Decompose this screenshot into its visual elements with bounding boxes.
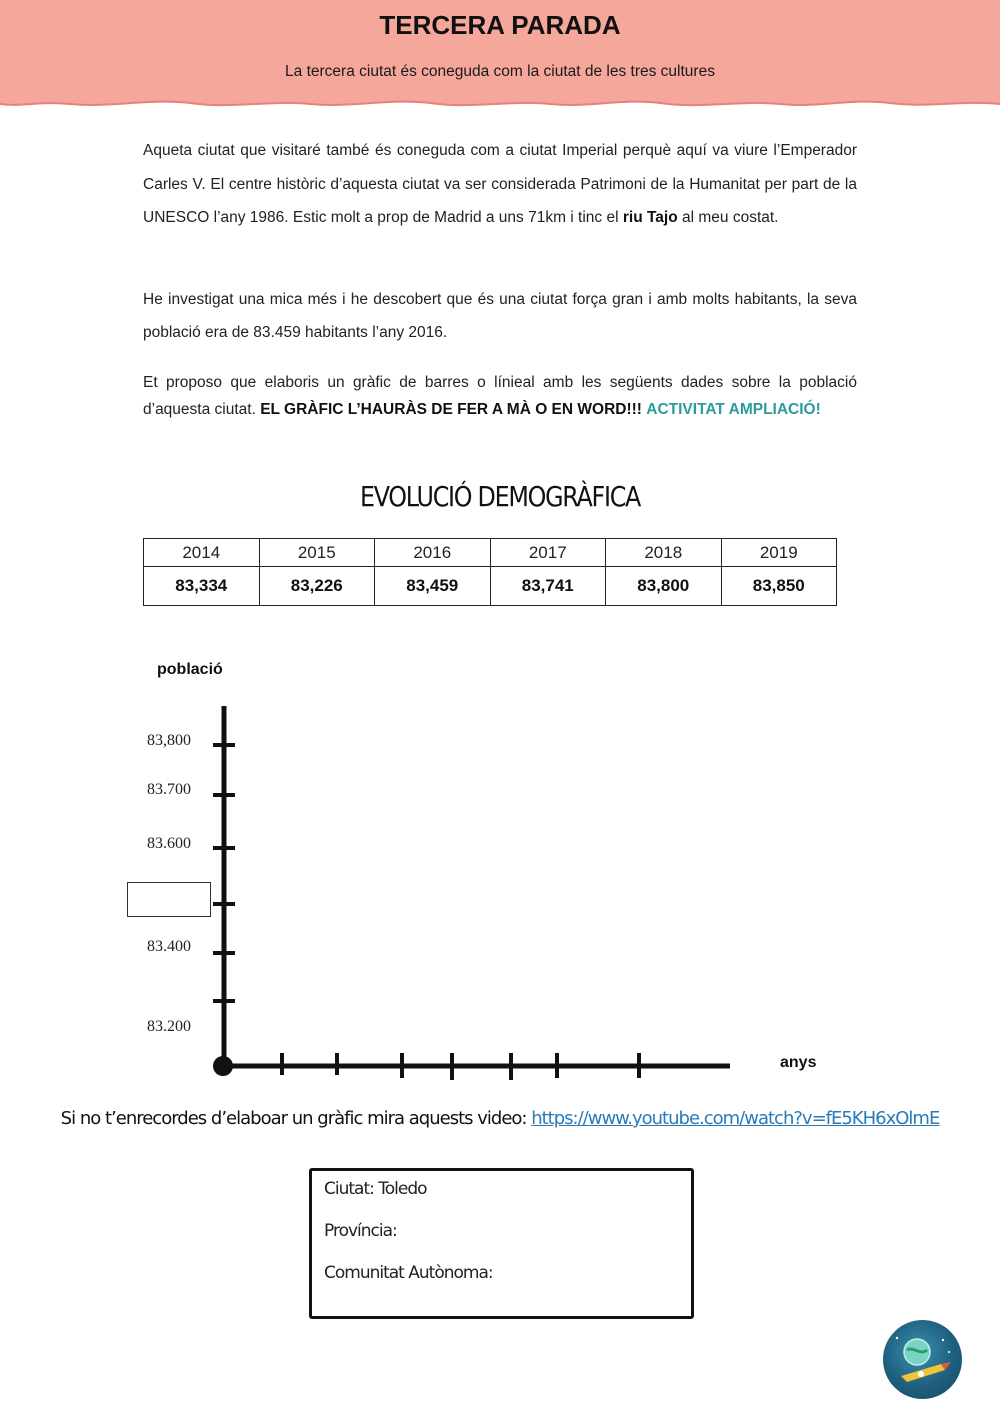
y-axis-label: població [157, 661, 223, 678]
y-tick-label: 83.400 [147, 938, 191, 955]
intro-p3-text: Et proposo que elaboris un gràfic de barres o línieal amb les següents dades sobre la població d’aquesta ciutat. [143, 374, 857, 418]
table-cell-year: 2017 [490, 539, 606, 567]
globe-rocket-logo-icon [883, 1320, 962, 1399]
city-info-box [309, 1168, 694, 1319]
intro-paragraph-3 [143, 369, 857, 423]
city-field: Ciutat: Toledo [324, 1179, 427, 1199]
table-cell-value: 83,800 [606, 567, 722, 606]
video-text: Si no t’enrecordes d’elaboar un gràfic mira aquests video: [60, 1108, 532, 1129]
table-cell-value: 83,226 [259, 567, 375, 606]
video-link[interactable]: https://www.youtube.com/watch?v=fE5KH6xOlmE [531, 1108, 940, 1129]
intro-p3-activity: ACTIVITAT AMPLIACIÓ! [646, 401, 821, 418]
table-cell-year: 2016 [375, 539, 491, 567]
population-table [143, 538, 837, 606]
table-cell-value: 83,850 [721, 567, 837, 606]
community-field[interactable]: Comunitat Autònoma: [324, 1263, 493, 1283]
table-row-values [144, 567, 837, 606]
video-instruction [0, 1108, 1000, 1129]
page-title: TERCERA PARADA [379, 10, 621, 40]
table-cell-year: 2014 [144, 539, 260, 567]
x-axis-label: anys [780, 1054, 817, 1071]
table-cell-year: 2015 [259, 539, 375, 567]
intro-p1-river: riu Tajo [622, 209, 678, 226]
y-tick-label: 83.600 [147, 835, 191, 852]
intro-p1-text: Aqueta ciutat que visitaré també és coneguda com a ciutat Imperial perquè aquí va viure l’Emperador Carles V. El centre històric d’aquesta ciutat va ser considerada Patrimoni de la Humanitat per part de la UNESCO l’any 1986. Estic molt a prop de Madrid a uns 71km i tinc el [143, 142, 857, 226]
axis-origin [213, 1056, 233, 1076]
table-cell-value: 83,334 [144, 567, 260, 606]
table-cell-value: 83,459 [375, 567, 491, 606]
table-cell-value: 83,741 [490, 567, 606, 606]
intro-paragraph-2: He investigat una mica més i he descobert que és una ciutat força gran i amb molts habitants, la seva població era de 83.459 habitants l’any 2016. [143, 291, 857, 341]
y-tick-label: 83,800 [147, 732, 191, 749]
y-tick-answer-box[interactable] [127, 882, 211, 917]
table-cell-year: 2018 [606, 539, 722, 567]
y-tick-label: 83.700 [147, 781, 191, 798]
y-tick-label: 83.200 [147, 1018, 191, 1035]
section-title: EVOLUCIÓ DEMOGRÀFICA [359, 480, 641, 513]
header-banner [0, 0, 1000, 112]
intro-p1-end: al meu costat. [677, 209, 779, 226]
table-cell-year: 2019 [721, 539, 837, 567]
province-field[interactable]: Província: [324, 1221, 397, 1241]
intro-paragraph-1 [143, 134, 857, 235]
page-subtitle: La tercera ciutat és coneguda com la ciutat de les tres cultures [285, 63, 715, 80]
table-row-years [144, 539, 837, 567]
intro-p3-instruction: EL GRÀFIC L’HAURÀS DE FER A MÀ O EN WORD!!! [260, 401, 642, 418]
